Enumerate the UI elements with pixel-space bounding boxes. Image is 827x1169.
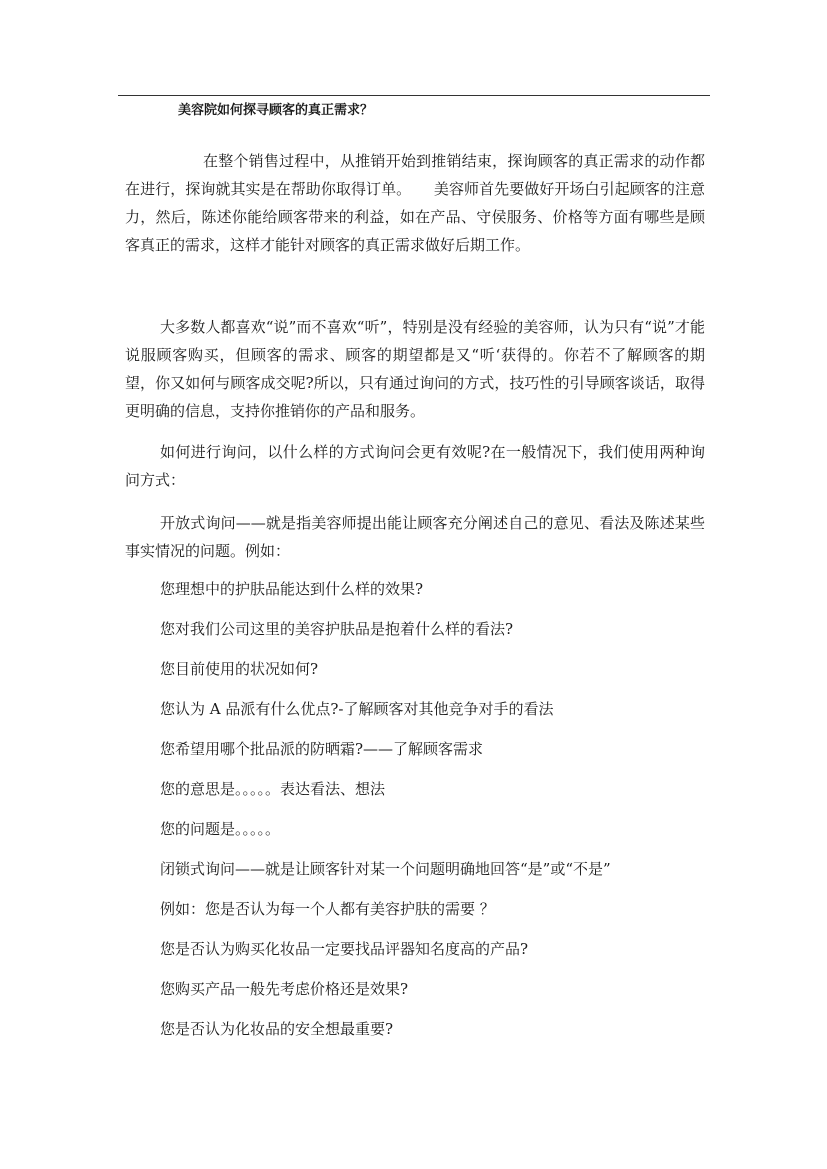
question-line: 您的意思是。。。。。表达看法、想法 (160, 780, 386, 798)
paragraph-open-questions: 开放式询问——就是指美容师提出能让顾客充分阐述自己的意见、看法及陈述某些事实情况的问题。例如： (125, 514, 705, 560)
paragraph-how-to-ask: 如何进行询问，以什么样的方式询问会更有效呢?在一般情况下，我们使用两种询问方式： (125, 443, 705, 489)
paragraph-listening: 大多数人都喜欢“说”而不喜欢“听”，特别是没有经验的美容师，认为只有“说”才能说服顾客购买，但顾客的需求、顾客的期望都是又“听‘获得的。你若不了解顾客的期望，你又如何与顾客成交呢?所以，只有通过询问的方式，技巧性的引导顾客谈话，取得更明确的信息，支持你推销你的产品和服务。 (125, 318, 705, 420)
question-line: 您是否认为化妆品的安全想最重要? (160, 1020, 394, 1038)
question-line: 您希望用哪个批品派的防晒霜?——了解顾客需求 (160, 740, 484, 758)
question-line: 例如：您是否认为每一个人都有美容护肤的需要 ？ (160, 900, 495, 918)
document-title: 美容院如何探寻顾客的真正需求？ (178, 103, 374, 118)
question-line: 您的问题是。。。。。 (160, 820, 281, 838)
question-line: 您购买产品一般先考虑价格还是效果? (160, 980, 409, 998)
question-line: 您对我们公司这里的美容护肤品是抱着什么样的看法? (160, 620, 514, 638)
question-line: 您认为 A 品派有什么优点?-了解顾客对其他竞争对手的看法 (160, 700, 554, 718)
header-rule (118, 95, 710, 96)
question-line: 您目前使用的状况如何? (160, 660, 319, 678)
paragraph-intro: 在整个销售过程中，从推销开始到推销结束，探询顾客的真正需求的动作都在进行，探询就其实是在帮助你取得订单。 美容师首先要做好开场白引起顾客的注意力，然后，陈述你能给顾客带来的利益，如在产品、守侯服务、价格等方面有哪些是顾客真正的需求，这样才能针对顾客的真正需求做好后期工作。 (125, 152, 705, 254)
question-line: 您是否认为购买化妆品一定要找品评器知名度高的产品? (160, 940, 529, 958)
closed-question-definition: 闭锁式询问——就是让顾客针对某一个问题明确地回答“是”或“不是” (160, 860, 611, 878)
question-line: 您理想中的护肤品能达到什么样的效果? (160, 580, 424, 598)
